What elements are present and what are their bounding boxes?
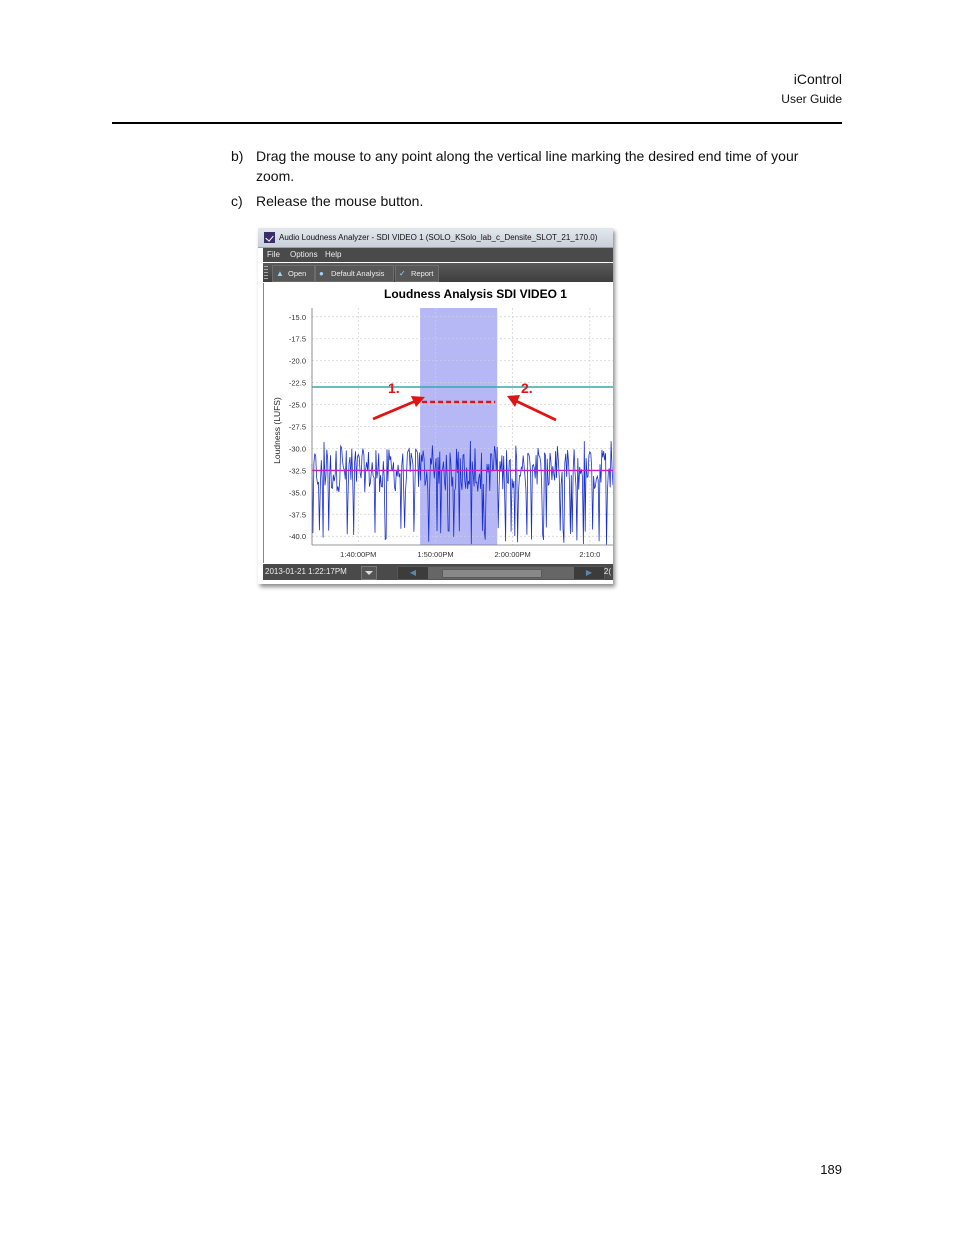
annotation-arrow-1	[373, 400, 418, 419]
y-tick-label: -37.5	[288, 510, 306, 520]
check-icon: ✓	[399, 269, 406, 278]
x-tick-label: 1:40:00PM	[340, 550, 377, 559]
step-b	[231, 146, 841, 186]
report-label: Report	[411, 269, 434, 278]
header-title: iControl	[793, 71, 842, 87]
x-tick-label: 2:00:00PM	[494, 550, 531, 559]
scroll-left-icon[interactable]: ◀	[398, 567, 428, 579]
loudness-chart[interactable]	[258, 228, 613, 584]
y-tick-label: -25.0	[288, 400, 306, 410]
analysis-icon: ●	[319, 269, 324, 278]
y-tick-label: -27.5	[288, 422, 306, 432]
annotation-label-1: 1.	[388, 380, 400, 396]
menu-help[interactable]: Help	[325, 250, 342, 259]
menu-options[interactable]: Options	[290, 250, 318, 259]
timestamp: 2013-01-21 1:22:17PM	[265, 567, 347, 576]
scroll-thumb[interactable]	[442, 569, 542, 578]
x-tick-label: 1:50:00PM	[417, 550, 454, 559]
y-tick-label: -35.0	[288, 488, 306, 498]
annotation-label-2: 2.	[521, 380, 533, 396]
step-label: c)	[231, 193, 243, 209]
header-subtitle: User Guide	[781, 92, 842, 106]
y-tick-label: -15.0	[288, 312, 306, 322]
time-scrollbar[interactable]	[397, 566, 605, 580]
default-analysis-label: Default Analysis	[331, 269, 385, 278]
window-title: Audio Loudness Analyzer - SDI VIDEO 1 (SOLO_KSolo_lab_c_Densite_SLOT_21_170.0)	[279, 233, 598, 242]
chart-title: Loudness Analysis SDI VIDEO 1	[384, 287, 567, 301]
step-text: Release the mouse button.	[256, 193, 424, 209]
y-axis-label: Loudness (LUFS)	[272, 397, 282, 464]
step-text: Drag the mouse to any point along the vertical line marking the desired end time of your zoom.	[256, 148, 799, 184]
y-tick-label: -32.5	[288, 466, 306, 476]
status-right-text: 2(	[603, 567, 611, 576]
timestamp-dropdown[interactable]	[361, 566, 377, 580]
x-tick-label: 2:10:0	[579, 550, 601, 559]
y-tick-label: -40.0	[288, 532, 306, 542]
step-c	[231, 191, 841, 211]
chevron-down-icon	[365, 571, 373, 575]
open-label: Open	[288, 269, 307, 278]
folder-icon: ▲	[276, 269, 284, 278]
menu-file[interactable]: File	[267, 250, 280, 259]
page-number: 189	[820, 1162, 842, 1177]
analyzer-screenshot	[258, 228, 613, 584]
step-label: b)	[231, 148, 244, 164]
y-tick-label: -30.0	[288, 444, 306, 454]
y-tick-label: -22.5	[288, 378, 306, 388]
scroll-right-icon[interactable]: ▶	[574, 567, 604, 579]
status-bar	[263, 564, 613, 580]
annotation-arrow-2	[514, 400, 556, 420]
header-rule	[112, 122, 842, 124]
y-tick-label: -20.0	[288, 356, 306, 366]
y-tick-label: -17.5	[288, 334, 306, 344]
